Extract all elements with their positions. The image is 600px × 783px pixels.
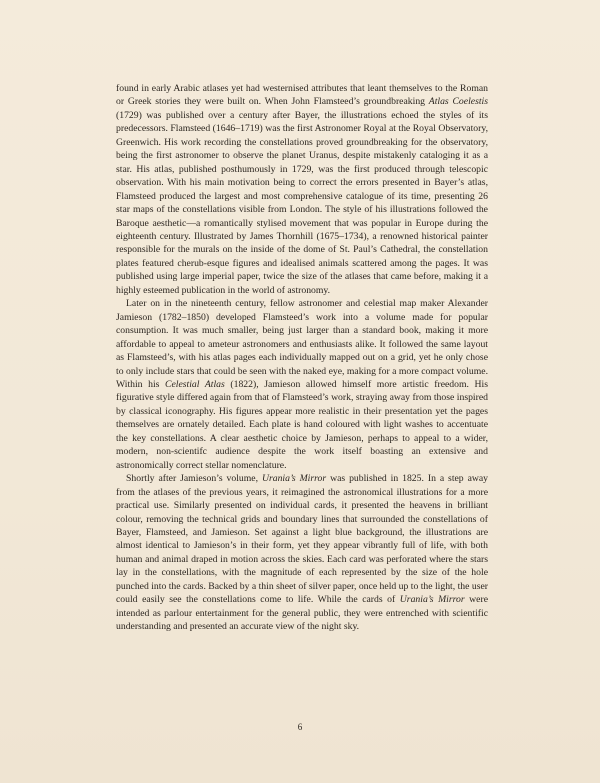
paragraph-3-text-2: was published in 1825. In a step away from the atlases of the previous years, it reimagined the astronomical illustrations for a more practical use. Similarly presented on individual cards, it presented the heavens in brilliant colour, removing the technical grids and boundary lines that surrounded the constellations of Bayer, Flamsteed, and Jamieson. Set against a light blue background, the illustrations are almost identical to Jamieson’s in their form, yet they appear vibrantly full of life, with both human and animal draped in motion across the skies. Each card was perforated where the stars lay in the constellations, with the magnitude of each represented by the size of the hole punched into the cards. Backed by a thin sheet of silver paper, once held up to the light, the user could easily see the constellations come to life. While the cards of [116, 473, 489, 606]
page-number: 6 [297, 722, 303, 732]
title-celestial-atlas: Celestial Atlas [165, 378, 225, 390]
title-atlas-coelestis: Atlas Coelestis [428, 96, 488, 108]
body-text [116, 82, 488, 634]
title-uranias-mirror-2: Urania’s Mirror [399, 594, 465, 606]
paragraph-1-text-2: (1729) was published over a century after Bayer, the illustrations echoed the styles of its predecessors. Flamsteed (1646–1719) was the first Astronomer Royal at the Royal Observatory, Greenwich. His work recording the constellations proved groundbreaking for the observatory, being the first astronomer to observe the planet Uranus, despite mistakenly cataloging it as a star. His atlas, published posthumously in 1729, was the first produced through telescopic observation. With his main motivation being to correct the errors presented in Bayer’s atlas, Flamsteed produced the largest and most comprehensive catalogue of its time, presenting 26 star maps of the constellations visible from London. The style of his illustrations followed the Baroque aesthetic—a romantically stylised movement that was popular in Europe during the eighteenth century. Illustrated by James Thornhill (1675–1734), a renowned historical painter responsible for the murals on the inside of the dome of St. Paul’s Cathedral, the constellation plates featured cherub-esque figures and idealised animals scattered among the pages. It was published using large imperial paper, twice the size of the atlases that came before, making it a highly esteemed publication in the world of astronomy. [116, 109, 488, 296]
paragraph-2 [116, 297, 488, 472]
paragraph-1 [116, 82, 488, 297]
paragraph-3-text-3: were intended as parlour entertainment for the general public, they were entrenched with scientific understanding and presented an accurate view of the night sky. [116, 594, 489, 633]
paragraph-3-text-1: Shortly after Jamieson’s volume, [126, 473, 262, 485]
paragraph-2-text-1: Later on in the nineteenth century, fellow astronomer and celestial map maker Alexander Jamieson (1782–1850) developed Flamsteed’s work into a volume made for popular consumption. It was much smaller, being just larger than a standard book, making it more affordable to appeal to ameteur astronomers and enthusiasts alike. It followed the same layout as Flamsteed’s, with his atlas pages each individually mapped out on a grid, yet he only chose to only include stars that could be seen with the naked eye, making for a more compact volume. Within his [116, 298, 488, 390]
paragraph-2-text-2: (1822), Jamieson allowed himself more artistic freedom. His figurative style differed again from that of Flamsteed’s work, straying away from those inspired by classical iconography. His figures appear more realistic in their presentation yet the pages themselves are ornately detailed. Each plate is hand coloured with light washes to accentuate the key constellations. A clear aesthetic choice by Jamieson, perhaps to appeal to a wider, modern, non-scientifc audience despite the work itself boasting an extensive and astronomically correct stellar nomenclature. [116, 378, 488, 471]
paragraph-1-text-1: found in early Arabic atlases yet had westernised attributes that leant themselves to the Roman or Greek stories they were built on. When John Flamsteed’s groundbreaking [116, 83, 488, 108]
paragraph-3 [116, 472, 488, 633]
title-uranias-mirror-1: Urania’s Mirror [261, 473, 327, 485]
